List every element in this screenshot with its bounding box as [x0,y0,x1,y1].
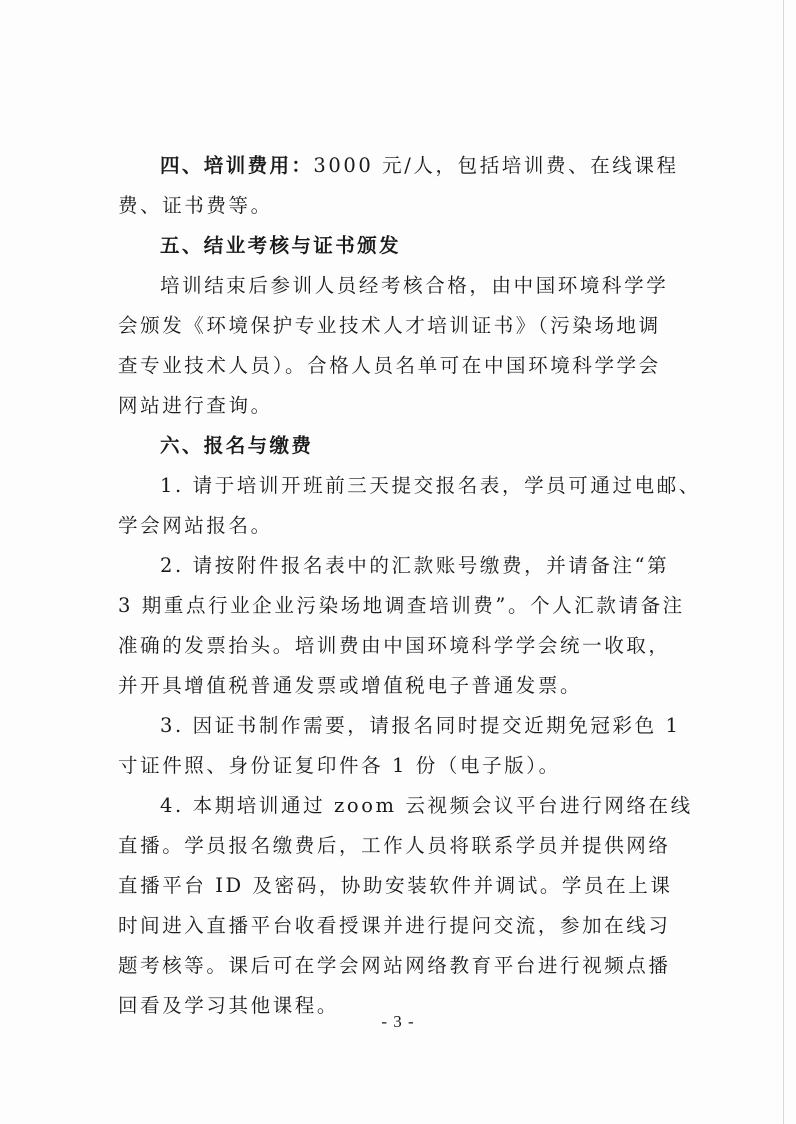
item1-line-2: 学会网站报名。 [118,514,273,537]
item4-line-6: 回看及学习其他课程。 [118,994,340,1017]
section4-heading: 四、培训费用： [160,154,314,177]
section4-text-a: 3000 元/人，包括培训费、在线课程 [313,154,679,177]
item4-line-5: 题考核等。课后可在学会网站网络教育平台进行视频点播 [118,954,671,977]
item3-line-1: 3. 因证书制作需要，请报名同时提交近期免冠彩色 1 [160,714,681,737]
item2-line-1: 2. 请按附件报名表中的汇款账号缴费，并请备注“第 [160,554,670,577]
item4-line-4: 时间进入直播平台收看授课并进行提问交流，参加在线习 [118,914,671,937]
section5-line-2: 会颁发《环境保护专业技术人才培训证书》（污染场地调 [118,314,661,337]
section4-text-b: 费、证书费等。 [118,194,273,217]
page-number: - 3 - [381,1012,415,1031]
item2-line-3: 准确的发票抬头。培训费由中国环境科学学会统一收取， [118,634,671,657]
section5-line-4: 网站进行查询。 [118,394,273,417]
item3-line-2: 寸证件照、身份证复印件各 1 份（电子版）。 [118,754,561,777]
item2-line-4: 并开具增值税普通发票或增值税电子普通发票。 [118,674,583,697]
item4-line-1: 4. 本期培训通过 zoom 云视频会议平台进行网络在线 [160,794,693,817]
scan-edge-line [783,0,784,1124]
item4-line-3: 直播平台 ID 及密码，协助安装软件并调试。学员在上课 [118,874,673,897]
section6-heading: 六、报名与缴费 [160,434,314,457]
section5-heading: 五、结业考核与证书颁发 [160,234,401,257]
section5-line-3: 查专业技术人员）。合格人员名单可在中国环境科学学会 [118,354,661,377]
section4-line-1 [160,151,680,181]
item2-line-2: 3 期重点行业企业污染场地调查培训费”。个人汇款请备注 [118,594,685,617]
section5-line-1: 培训结束后参训人员经考核合格，由中国环境科学学 [160,274,669,297]
item4-line-2: 直播。学员报名缴费后，工作人员将联系学员并提供网络 [118,834,671,857]
item1-line-1: 1. 请于培训开班前三天提交报名表，学员可通过电邮、 [160,474,701,497]
